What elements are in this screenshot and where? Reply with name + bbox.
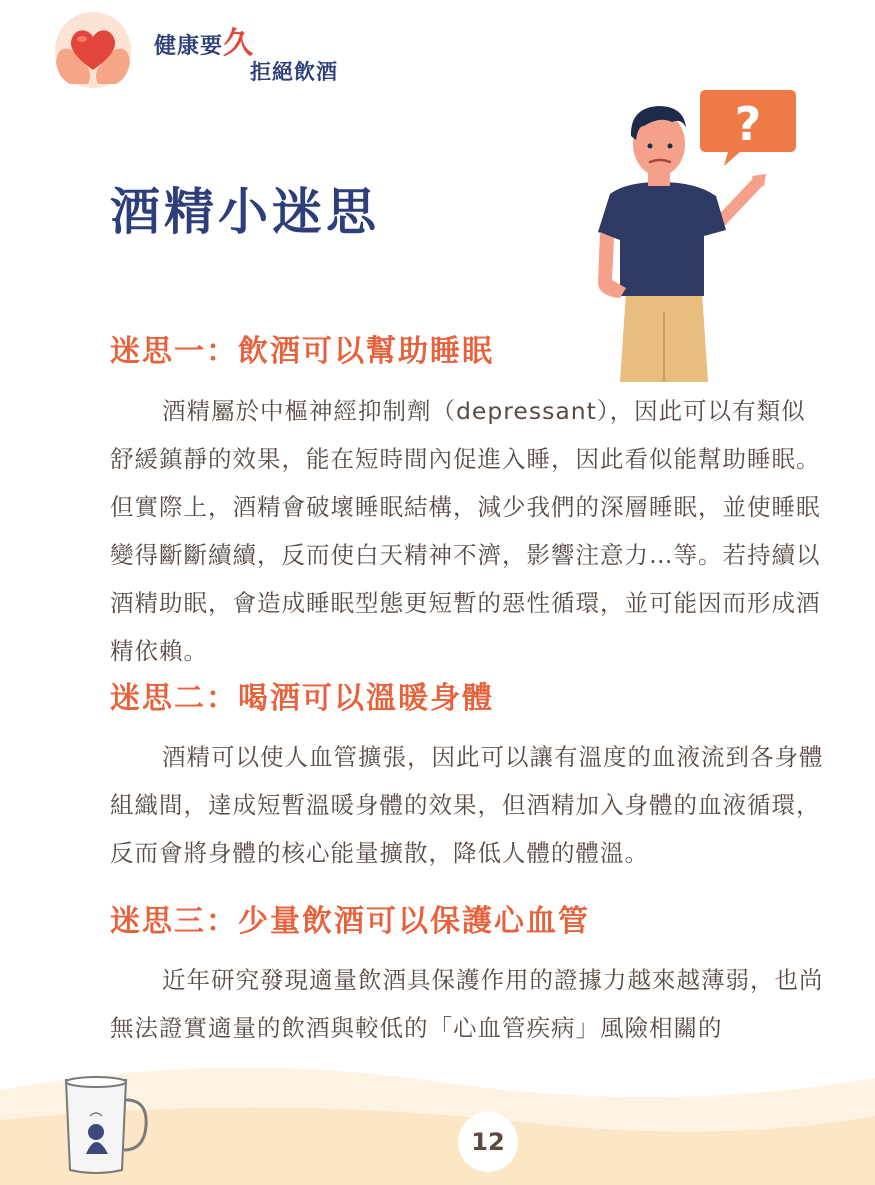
myth-3-heading: 迷思三：少量飲酒可以保護心血管 — [110, 904, 590, 939]
brand-line-1: 健康要久 — [154, 26, 255, 61]
brand-emphasis: 久 — [223, 26, 255, 61]
brand-line-2: 拒絕飲酒 — [250, 60, 338, 84]
beer-mug-icon — [56, 1070, 152, 1178]
question-mark-icon: ? — [734, 97, 762, 151]
page-number: 12 — [471, 1128, 505, 1156]
myth-2-paragraph: 酒精可以使人血管擴張，因此可以讓有溫度的血液流到各身體組織間，達成短暫溫暖身體的效果，但酒精加入身體的血液循環，反而會將身體的核心能量擴散，降低人體的體溫。 — [110, 743, 824, 867]
page-number-badge — [458, 1112, 518, 1172]
myth-2-heading: 迷思二：喝酒可以溫暖身體 — [110, 681, 494, 716]
myth-1-heading: 迷思一：飲酒可以幫助睡眠 — [110, 334, 494, 369]
confused-man-illustration — [580, 82, 810, 382]
myth-1-paragraph: 酒精屬於中樞神經抑制劑（depressant），因此可以有類似舒緩鎮靜的效果，能在短時間內促進入睡，因此看似能幫助睡眠。但實際上，酒精會破壞睡眠結構，減少我們的深層睡眠，並使睡眠變得斷斷續續，反而使白天精神不濟，影響注意力…等。若持續以酒精助眠，會造成睡眠型態更短暫的惡性循環，並可能因而形成酒精依賴。 — [110, 397, 821, 665]
myth-3-paragraph: 近年研究發現適量飲酒具保護作用的證據力越來越薄弱，也尚無法證實適量的飲酒與較低的「心血管疾病」風險相關的 — [110, 966, 824, 1042]
heart-hands-logo — [48, 10, 138, 90]
page-title: 酒精小迷思 — [110, 183, 380, 241]
